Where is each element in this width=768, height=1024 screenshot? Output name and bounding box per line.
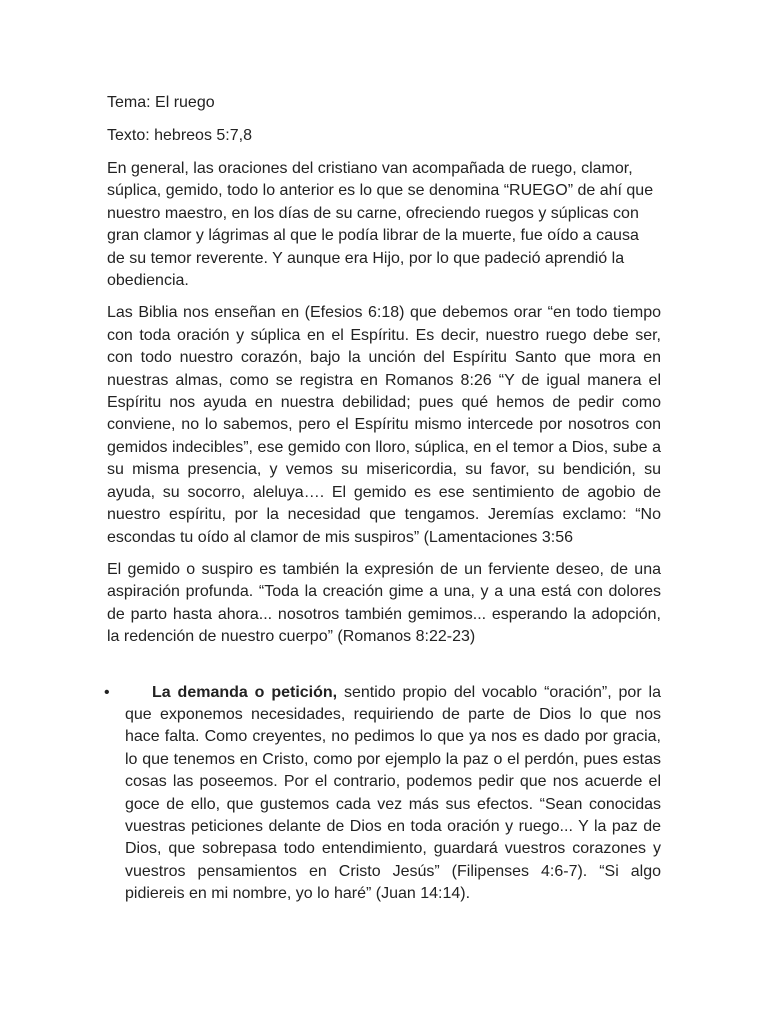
bullet-marker: • xyxy=(104,683,110,701)
text-reference-line: Texto: hebreos 5:7,8 xyxy=(107,127,252,144)
bullet-item-petition xyxy=(104,682,661,906)
bullet-body: sentido propio del vocablo “oración”, por la que exponemos necesidades, requiriendo de parte de Dios lo que nos hace falta. Como creyentes, no pedimos lo que ya nos es dado por gracia, lo que tenemos en Cristo, como por ejemplo la paz o el perdón, pues estas cosas las poseemos. Por el contrario, podemos pedir que nos acuerde el goce de ello, que gustemos cada vez más sus efectos. “Sean conocidas vuestras peticiones delante de Dios en toda oración y ruego... Y la paz de Dios, que sobrepasa todo entendimiento, guardará vuestros corazones y vuestros pensamientos en Cristo Jesús” (Filipenses 4:6-7). “Si algo pidiereis en mi nombre, yo lo haré” (Juan 14:14). xyxy=(125,683,661,903)
bullet-text xyxy=(125,682,661,906)
topic-line: Tema: El ruego xyxy=(107,94,215,111)
paragraph-intro: En general, las oraciones del cristiano van acompañada de ruego, clamor, súplica, gemido, todo lo anterior es lo que se denomina “RUEGO” de ahí que nuestro maestro, en los días de su carne, ofreciendo ruegos y súplicas con gran clamor y lágrimas al que le podía librar de la muerte, fue oído a causa de su temor reverente. Y aunque era Hijo, por lo que padeció aprendió la obediencia. xyxy=(107,160,654,290)
paragraph-groaning: El gemido o suspiro es también la expresión de un ferviente deseo, de una aspiración profunda. “Toda la creación gime a una, y a una está con dolores de parto hasta ahora... nosotros también gemimos... esperando la adopción, la redención de nuestro cuerpo” (Romanos 8:22-23) xyxy=(107,560,661,646)
bullet-heading: La demanda o petición, xyxy=(152,683,338,701)
document-page xyxy=(104,93,661,906)
paragraph-ephesians: Las Biblia nos enseñan en (Efesios 6:18) que debemos orar “en todo tiempo con toda oración y súplica en el Espíritu. Es decir, nuestro ruego debe ser, con todo nuestro corazón, bajo la unción del Espíritu Santo que mora en nuestras almas, como se registra en Romanos 8:26 “Y de igual manera el Espíritu nos ayuda en nuestra debilidad; pues qué hemos de pedir como conviene, no lo sabemos, pero el Espíritu mismo intercede por nosotros con gemidos indecibles”, ese gemido con lloro, súplica, en el temor a Dios, sube a su misma presencia, y vemos su misericordia, su favor, su bendición, su ayuda, su socorro, aleluya…. El gemido es ese sentimiento de agobio de nuestro espíritu, por la necesidad que tengamos. Jeremías exclamo: “No escondas tu oído al clamor de mis suspiros” (Lamentaciones 3:56 xyxy=(107,304,661,546)
